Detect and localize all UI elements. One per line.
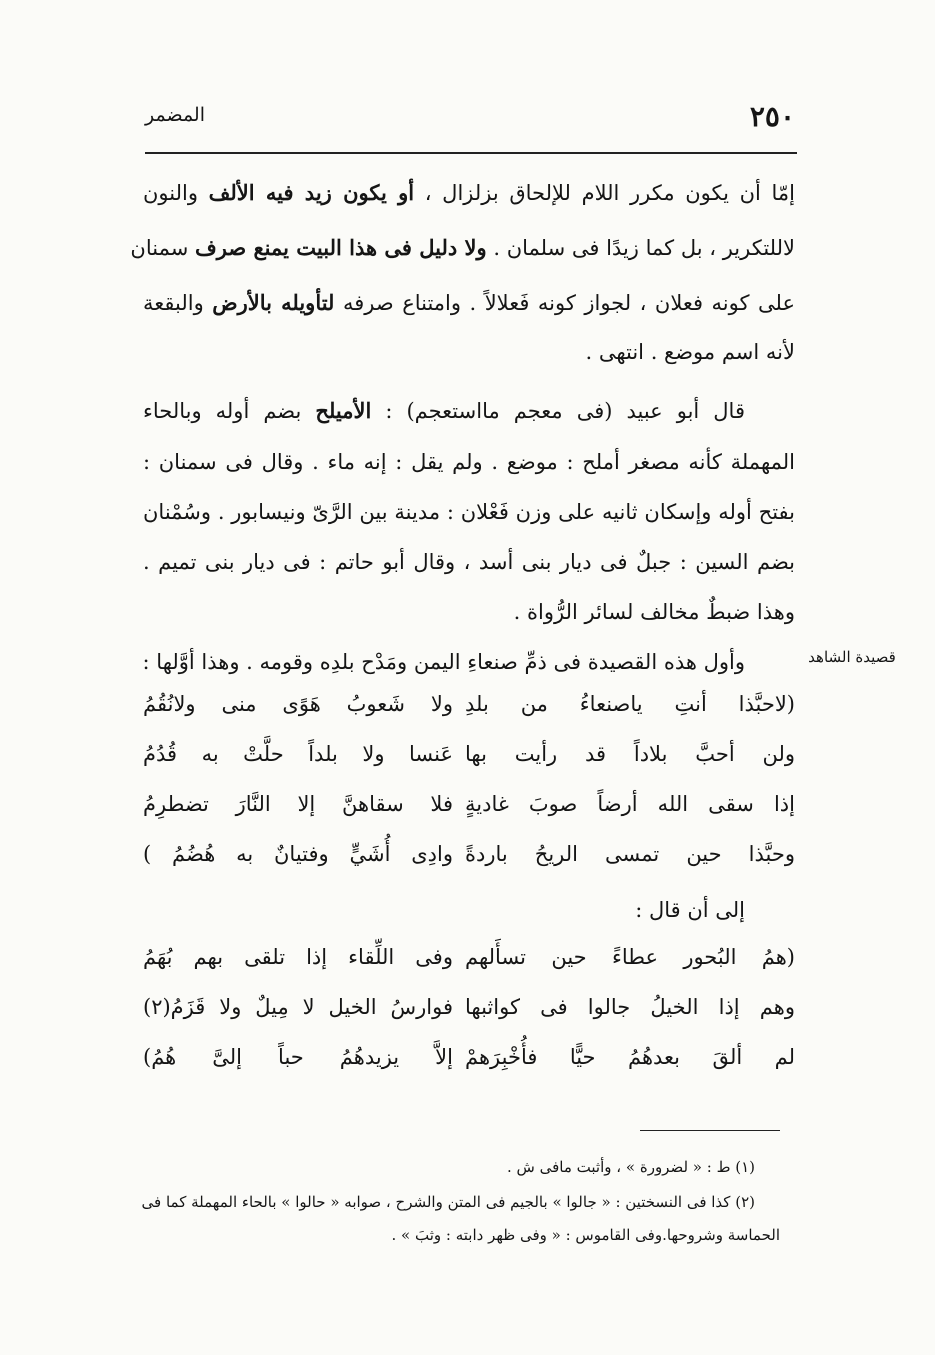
text-segment: والنون [143,181,209,205]
text-segment: أو يكون زيد فيه الألف [208,180,415,205]
text-line [143,398,745,423]
verse-line [143,792,795,826]
page-number: ٢٥٠ [749,100,795,133]
text-line [130,235,795,260]
hemistich-second: عَنسا ولا بلداً حلَّتْ به قُدُمُ [143,742,453,766]
transition-line: إلى أن قال : [635,898,745,922]
text-line [143,180,795,205]
text-line [514,600,795,624]
footnote-line: (١) ط : « لضرورة » ، وأثبت مافى ش . [507,1158,755,1176]
footnote-line: الحماسة وشروحها.وفى القاموس : « وفى ظهر دابته : وثبَ » . [391,1226,780,1244]
hemistich-second: فلا سقاهنَّ إلا النَّارَ تضطرِمُ [143,792,453,816]
text-segment: على كونه فعلان ، لجواز كونه فَعلالاً . وامتناع صرفه [334,291,795,315]
hemistich-second: فوارسُ الخيل لا مِيلٌ ولا قَزَمُ(٢) [143,995,453,1019]
text-segment: بضم السين : جبلٌ فى ديار بنى أسد ، وقال أبو حاتم : فى ديار بنى تميم . [143,550,795,574]
text-segment: الأميلح [315,398,372,423]
text-line [143,290,795,315]
footnote-rule [640,1130,780,1131]
verse-line [143,742,795,776]
hemistich-second: ولا شَعوبُ هَوًى منى ولانُقُمُ [143,692,453,716]
text-line [143,450,795,474]
verse-line [143,692,795,726]
text-segment: وهذا ضبطٌ مخالف لسائر الرُّواة . [513,600,795,624]
running-title: المضمر [145,104,205,126]
hemistich-second: وادِى أُشَيٍّ وفتيانٌ به هُضُمُ ) [143,842,453,866]
text-segment: لتأويله بالأرض [212,290,335,315]
hemistich-second: وفى اللِّقاء إذا تلقى بهم بُهَمُ [143,945,453,969]
text-line [585,340,795,364]
hemistich-first: ولن أحبَّ بلاداً قد رأيت بها [465,742,795,766]
text-segment: بضم أوله وبالحاء [143,399,316,423]
text-line [143,650,745,674]
verse-line [143,842,795,876]
text-line [143,550,795,574]
text-segment: ولا دليل فى هذا البيت يمنع صرف [195,235,487,260]
hemistich-second: إلاَّ يزيدهُمُ حباً إلىَّ هُمُ) [143,1045,453,1069]
text-line [143,500,795,524]
hemistich-first: إذا سقى الله أرضاً صوبَ غاديةٍ [465,792,795,816]
text-segment: لاللتكرير ، بل كما زيدًا فى سلمان . [486,236,795,260]
footnote-line: (٢) كذا فى النسختين : « جالوا » بالجيم فى المتن والشرح ، صوابه « حالوا » بالحاء المهملة كما فى [141,1193,755,1211]
hemistich-first: (همُ البُحور عطاءً حين تسأَلهم [465,945,795,969]
margin-note: قصيدة الشاهد [808,648,896,666]
hemistich-first: (لاحبَّذا أنتِ ياصنعاءُ من بلدِ [465,692,795,716]
text-segment: بفتح أوله وإسكان ثانيه على وزن فَعْلان : مدينة بين الرَّىّ ونيسابور . وسُمْنان [143,500,795,524]
hemistich-first: وهم إذا الخيلُ جالوا فى كواثبها [465,995,795,1019]
hemistich-first: لم ألقَ بعدهُمُ حيًّا فأُخْبِرَهمْ [465,1045,795,1069]
hemistich-first: وحبَّذا حين تمسى الريحُ باردةً [465,842,795,866]
text-segment: المهملة كأنه مصغر أملح : موضع . ولم يقل : إنه ماء . وقال فى سمنان : [143,450,795,474]
verse-line [143,1045,795,1079]
text-segment: سمنان [130,236,195,260]
text-segment: لأنه اسم موضع . انتهى . [585,340,795,364]
text-segment: وأول هذه القصيدة فى ذمِّ صنعاءِ اليمن ومَدْح بلدِه وقومه . وهذا أوَّلها : [142,650,745,674]
text-segment: قال أبو عبيد (فى معجم مااستعجم) : [371,399,745,423]
verse-line [143,995,795,1029]
text-segment: والبقعة [143,291,213,315]
verse-line [143,945,795,979]
text-segment: إمّا أن يكون مكرر اللام للإلحاق بزلزال ، [414,181,795,205]
